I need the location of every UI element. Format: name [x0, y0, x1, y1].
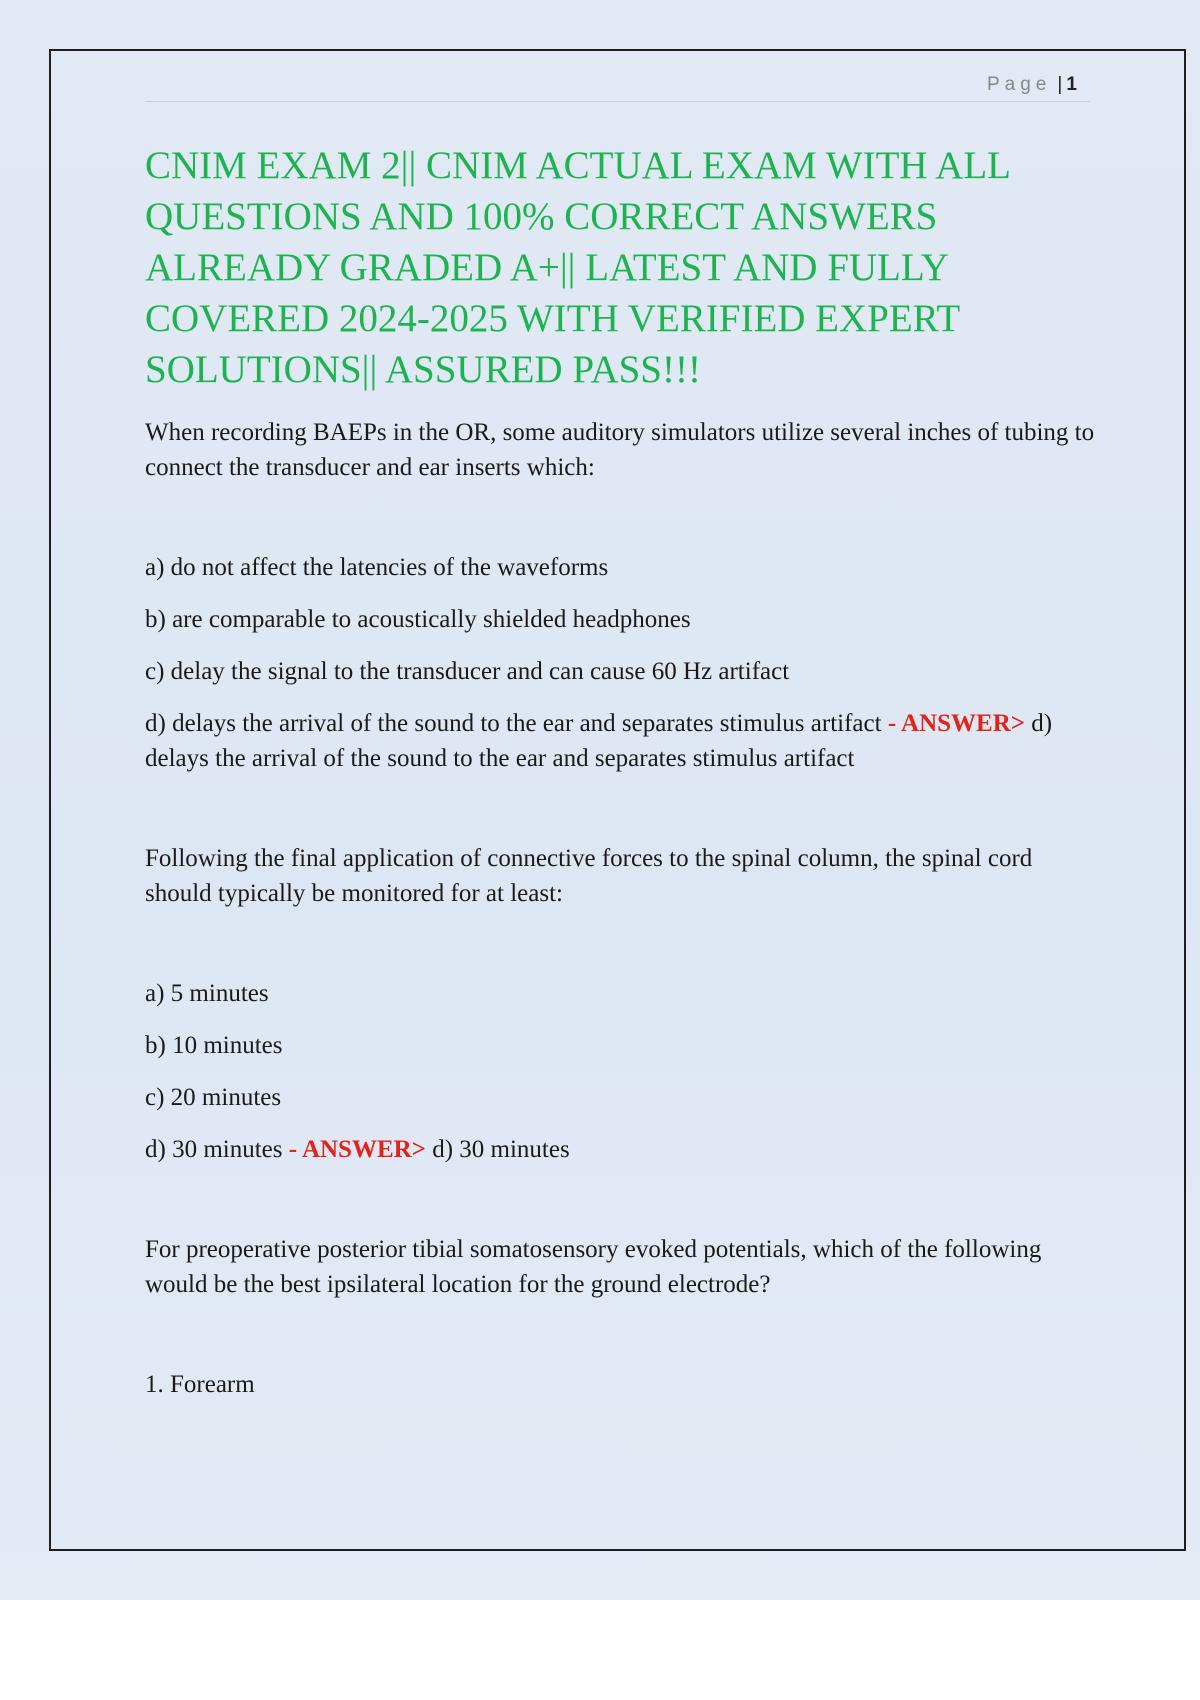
question-1-option-c: c) delay the signal to the transducer and can cause 60 Hz artifact: [145, 658, 790, 685]
header-rule: [145, 101, 1090, 102]
question-2-answer-text: d) 30 minutes: [432, 1136, 570, 1163]
question-1-answer-marker: - ANSWER>: [887, 710, 1025, 737]
page-separator: |: [1057, 74, 1063, 95]
question-2-option-d: [145, 1132, 1095, 1167]
question-2-option-c: c) 20 minutes: [145, 1084, 282, 1111]
question-3-stem: For preoperative posterior tibial somatosensory evoked potentials, which of the following would be the best ipsilateral location for the ground electrode?: [145, 1236, 1042, 1298]
page-word: Page: [987, 74, 1052, 95]
question-3-option-1: 1. Forearm: [145, 1371, 255, 1398]
page-number: [987, 74, 1077, 96]
page-number-value: 1: [1066, 74, 1077, 95]
question-1-option-a: a) do not affect the latencies of the waveforms: [145, 554, 609, 581]
question-1-option-d-text: d) delays the arrival of the sound to the ear and separates stimulus artifact: [145, 710, 882, 737]
question-2-stem: Following the final application of connective forces to the spinal column, the spinal cord should typically be monitored for at least:: [145, 845, 1033, 907]
question-1-stem: When recording BAEPs in the OR, some auditory simulators utilize several inches of tubing to connect the transducer and ear inserts which:: [145, 419, 1095, 481]
question-2-option-d-text: d) 30 minutes: [145, 1136, 283, 1163]
question-1-option-d: [145, 706, 1095, 776]
question-2-answer-marker: - ANSWER>: [288, 1136, 426, 1163]
question-1-option-b: b) are comparable to acoustically shielded headphones: [145, 606, 691, 633]
question-1-answer-text: d) delays the arrival of the sound to the ear and separates stimulus artifact: [145, 710, 1053, 772]
document-content: [145, 140, 1095, 1402]
question-2-option-a: a) 5 minutes: [145, 980, 269, 1007]
question-2-option-b: b) 10 minutes: [145, 1032, 283, 1059]
document-title: CNIM EXAM 2|| CNIM ACTUAL EXAM WITH ALL QUESTIONS AND 100% CORRECT ANSWERS ALREADY GRADED A+|| LATEST AND FULLY COVERED 2024-2025 WITH VERIFIED EXPERT SOLUTIONS|| ASSURED PASS!!!: [145, 144, 1010, 391]
